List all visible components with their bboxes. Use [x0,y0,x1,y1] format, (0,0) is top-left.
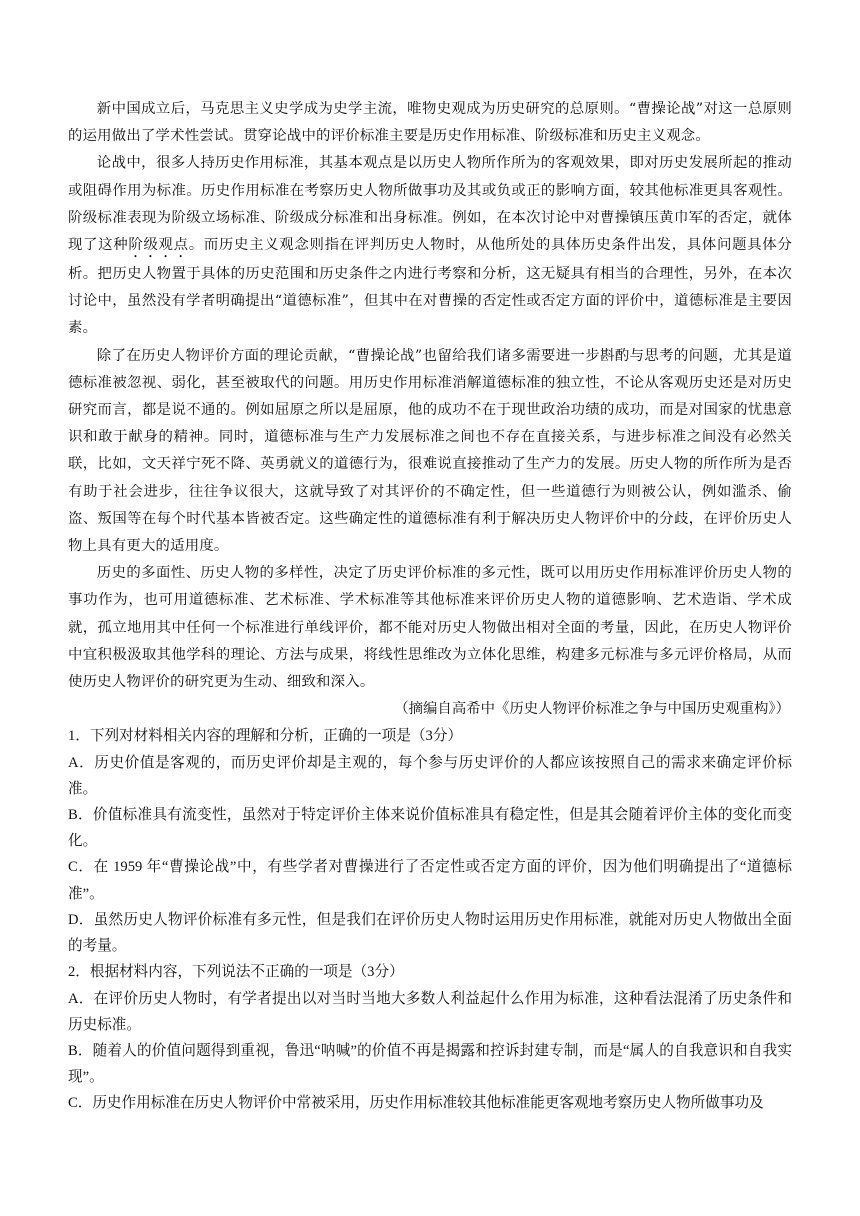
passage-paragraph-4: 历史的多面性、历史人物的多样性，决定了历史评价标准的多元性，既可以用历史作用标准评价历史人物的事功作为，也可用道德标准、艺术标准、学术标准等其他标准来评价历史人物的道德影响、艺术造诣、学术成就，孤立地用其中任何一个标准进行单线评价，都不能对历史人物做出相对全面的考量，因此，在历史人物评价中宜积极汲取其他学科的理论、方法与成果，将线性思维改为立体化思维，构建多元标准与多元评价格局，从而使历史人物评价的研究更为生动、细致和深入。 [68,565,792,691]
passage-paragraph-2-text-b: 。而历史主义观念则指在评判历史人物时，从他所处的具体历史条件出发，具体问题具体分析。把历史人物置于具体的历史范围和历史条件之内进行考察和分析，这无疑具有相当的合理性，另外，在本次讨论中，虽然没有学者明确提出“道德标准”，但其中在对曹操的否定性或否定方面的评价中，道德标准是主要因素。 [68,237,792,337]
question-1-option-d: D．虽然历史人物评价标准有多元性，但是我们在评价历史人物时运用历史作用标准，就能对历史人物做出全面的考量。 [68,911,792,955]
question-1-option-b: B．价值标准具有流变性，虽然对于特定评价主体来说价值标准具有稳定性，但是其会随着评价主体的变化而变化。 [68,807,792,850]
passage-paragraph-1: 新中国成立后，马克思主义史学成为史学主流，唯物史观成为历史研究的总原则。“曹操论战”对这一总原则的运用做出了学术性尝试。贯穿论战中的评价标准主要是历史作用标准、阶级标准和历史主义观念。 [68,101,792,145]
question-1-option-c: C．在 1959 年“曹操论战”中，有些学者对曹操进行了否定性或否定方面的评价，因为他们明确提出了“道德标准”。 [68,859,792,902]
question-2-option-a: A．在评价历史人物时，有学者提出以对当时当地大多数人利益起什么作用为标准，这种看法混淆了历史条件和历史标准。 [68,990,792,1033]
passage-paragraph-3: 除了在历史人物评价方面的理论贡献，“曹操论战”也留给我们诸多需要进一步斟酌与思考的问题，尤其是道德标准被忽视、弱化，甚至被取代的问题。用历史作用标准消解道德标准的独立性，不论从客观历史还是对历史研究而言，都是说不通的。例如屈原之所以是屈原，他的成功不在于现世政治功绩的成功，而是对国家的忧患意识和敢于献身的精神。同时，道德标准与生产力发展标准之间也不存在直接关系，与进步标准之间没有必然关联，比如，文天祥宁死不降、英勇就义的道德行为，很难说直接推动了生产力的发展。历史人物的所作所为是否有助于社会进步，往往争议很大，这就导致了对其评价的不确定性，但一些道德行为则被公认，例如滥杀、偷盗、叛国等在每个时代基本皆被否定。这些确定性的道德标准有利于解决历史人物评价中的分歧，在评价历史人物上具有更大的适用度。 [68,347,792,555]
passage-paragraph-2-text-a: 论战中，很多人持历史作用标准，其基本观点是以历史人物所作所为的客观效果，即对历史发展所起的推动或阻碍作用为标准。历史作用标准在考察历史人物所做事功及其或负或正的影响方面，较其他标准更具客观性。阶级标准表现为阶级立场标准、阶级成分标准和出身标准。例如，在本次讨论中对曹操镇压黄巾军的否定，就体现了这种 [68,155,792,254]
question-2-option-b: B．随着人的价值问题得到重视，鲁迅“呐喊”的价值不再是揭露和控诉封建专制，而是“属人的自我意识和自我实现”。 [68,1042,792,1086]
question-2-stem: 2．根据材料内容，下列说法不正确的一项是（3分） [68,964,404,981]
emphasized-phrase: 阶级观点 [128,237,189,254]
passage-paragraph-2 [68,150,792,342]
passage-source: （摘编自高希中《历史人物评价标准之争与中国历史观重构》） [394,701,790,718]
question-2-option-c: C．历史作用标准在历史人物评价中常被采用，历史作用标准较其他标准能更客观地考察历史人物所做事功及 [68,1095,764,1112]
question-1-stem: 1．下列对材料相关内容的理解和分析，正确的一项是（3分） [68,728,463,745]
question-1-option-a: A．历史价值是客观的，而历史评价却是主观的，每个参与历史评价的人都应该按照自己的需求来确定评价标准。 [68,754,792,797]
exam-page [68,96,792,1117]
